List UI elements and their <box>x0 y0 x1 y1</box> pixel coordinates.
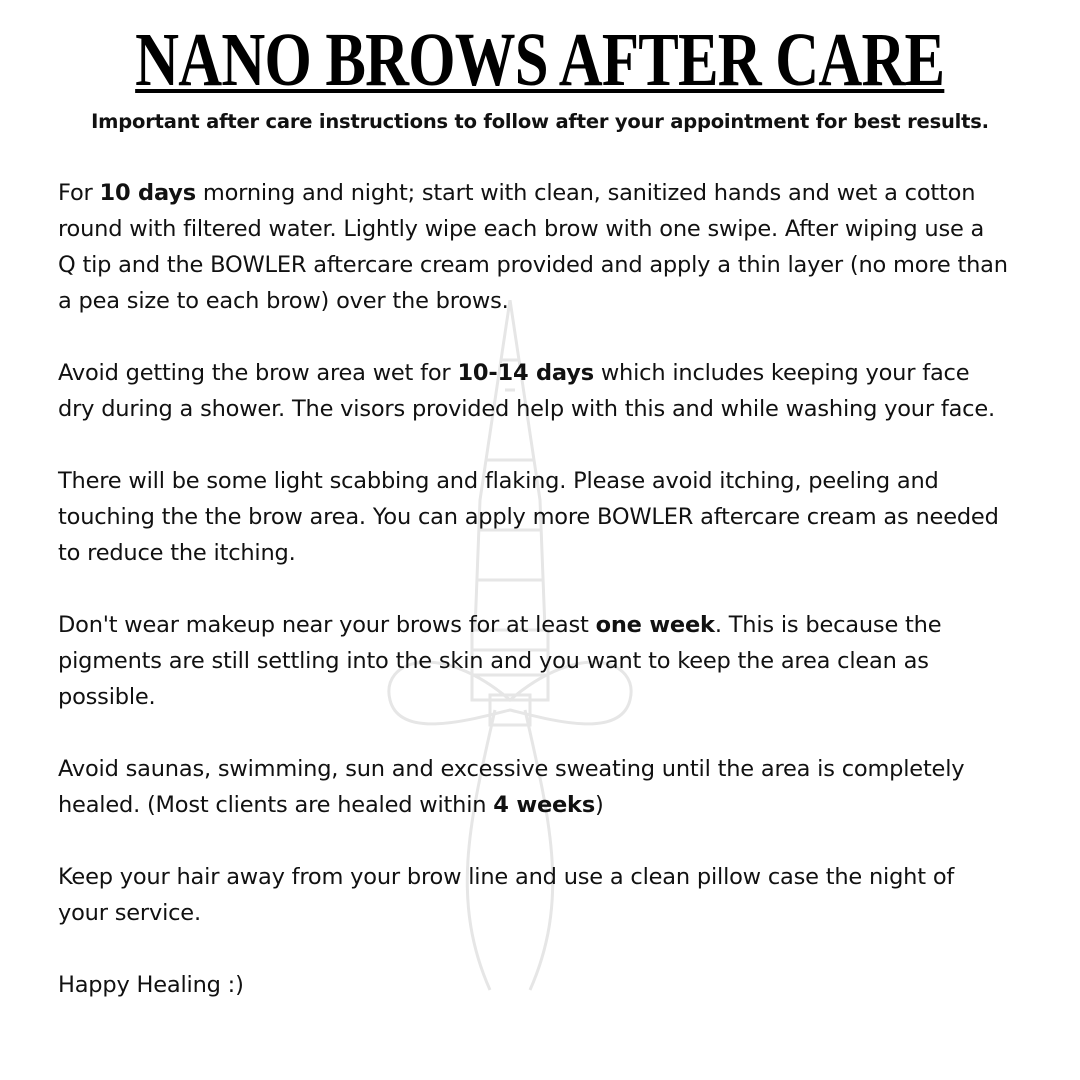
text: . This is because the pigments are still settling into the skin and you want to keep the area clean as possible. <box>58 612 942 710</box>
text: There will be some light scabbing and flaking. Please avoid itching, peeling and touching the the brow area. You can apply more BOWLER aftercare cream as needed to reduce the itching. <box>58 468 999 566</box>
text: Avoid saunas, swimming, sun and excessive sweating until the area is completely healed. (Most clients are healed within <box>58 756 965 818</box>
text: For <box>58 180 100 206</box>
text: Avoid getting the brow area wet for <box>58 360 458 386</box>
instruction-avoid-saunas <box>58 751 1008 823</box>
instruction-daily-cleaning <box>58 175 1008 319</box>
instruction-no-makeup <box>58 607 1008 715</box>
emphasis: 10 days <box>99 180 196 206</box>
closing-line <box>58 967 1008 1003</box>
instruction-hair-pillow <box>58 859 1008 931</box>
text: Happy Healing :) <box>58 972 244 998</box>
instruction-keep-dry <box>58 355 1008 427</box>
text: morning and night; start with clean, sanitized hands and wet a cotton round with filtered water. Lightly wipe each brow with one swipe. After wiping use a Q tip and the BOWLER aftercare cream provided and apply a thin layer (no more than a pea size to each brow) over the brows. <box>58 180 1008 314</box>
emphasis: 4 weeks <box>493 792 596 818</box>
emphasis: one week <box>595 612 715 638</box>
text: Keep your hair away from your brow line and use a clean pillow case the night of your service. <box>58 864 955 926</box>
emphasis: 10-14 days <box>457 360 594 386</box>
page-title: NANO BROWS AFTER CARE <box>135 18 945 102</box>
text: which includes keeping your face dry during a shower. The visors provided help with this and while washing your face. <box>58 360 995 422</box>
subtitle: Important after care instructions to follow after your appointment for best results. <box>91 110 989 133</box>
instruction-scabbing <box>58 463 1008 571</box>
text: Don't wear makeup near your brows for at least <box>58 612 596 638</box>
instructions-body <box>58 175 1008 1039</box>
text: ) <box>595 792 604 818</box>
